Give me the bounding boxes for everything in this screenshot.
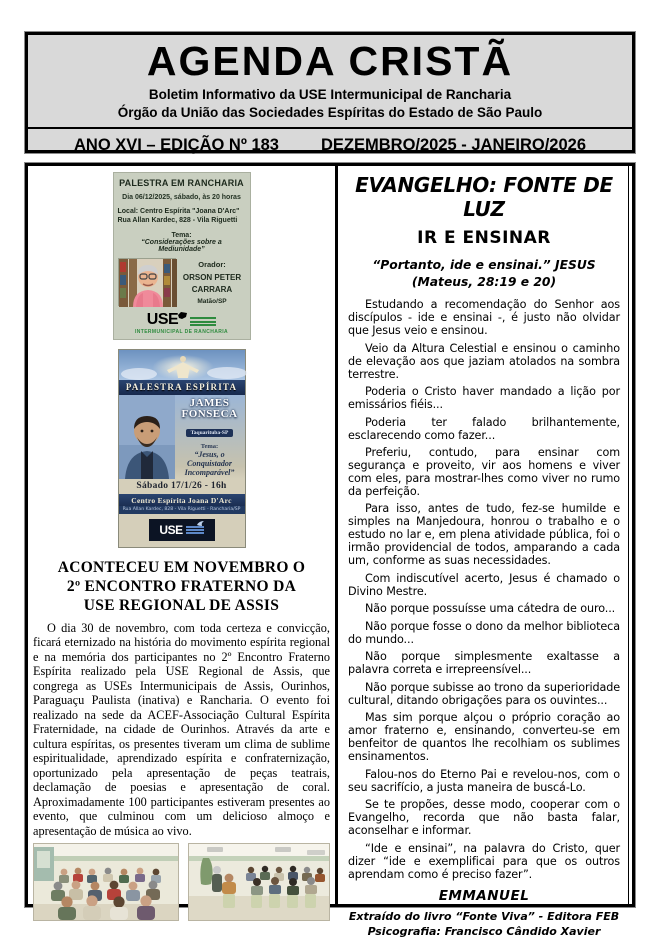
edition-number: ANO XVI – EDIÇÃO Nº 183 xyxy=(73,136,279,155)
gospel-subtitle: IR E ENSINAR xyxy=(417,228,551,248)
gospel-paragraph: Poderia o Cristo haver mandado a lição por emissários fiéis... xyxy=(348,385,620,412)
right-column xyxy=(335,166,632,938)
use-logo-caption: INTERMUNICIPAL DE RANCHARIA xyxy=(134,328,229,335)
poster1-theme-label: Tema: xyxy=(171,231,192,239)
use-logo-acronym: USE xyxy=(146,310,179,328)
gospel-paragraph: Estudando a recomendação do Senhor aos discípulos - ide e ensinai -, é justo não olvidar que Jesus veio e ensinou. xyxy=(348,298,620,338)
dove-icon xyxy=(196,520,205,527)
gospel-quote: “Portanto, ide e ensinai.” JESUS (Mateus, 28:19 e 20) xyxy=(372,258,596,289)
gospel-body xyxy=(348,298,620,880)
gospel-paragraph: Não porque possuísse uma cátedra de ouro... xyxy=(365,602,616,616)
gospel-title: EVANGELHO: FONTE DE LUZ xyxy=(355,173,613,221)
use-logo-lines-dark xyxy=(186,526,204,534)
gospel-paragraph: Não porque fosse o dono da melhor biblioteca do mundo... xyxy=(348,619,620,646)
poster2-speaker-city: Taquarituba-SP xyxy=(186,429,234,437)
main-content xyxy=(25,163,635,938)
event-photo-strip xyxy=(28,843,335,921)
sao-paulo-state-icon xyxy=(177,311,188,320)
speaker-photo-orson xyxy=(118,258,176,306)
poster1-theme: “Considerações sobre a Mediunidade” xyxy=(141,238,222,253)
use-logo-dark: USE xyxy=(149,519,215,541)
poster2-theme-label: Tema: xyxy=(200,442,219,450)
event-photo-1 xyxy=(33,843,179,921)
poster2-theme: “Jesus, o Conquistador Incomparável” xyxy=(184,449,235,478)
newsletter-title: AGENDA CRISTÃ xyxy=(146,38,514,84)
gospel-paragraph: Se te propões, desse modo, cooperar com o Evangelho, recorda que não basta falar, aconselhar e informar. xyxy=(348,798,620,838)
newsletter-subtitle-2: Órgão da União das Sociedades Espíritas do Estado de São Paulo xyxy=(117,104,543,120)
gospel-paragraph: “Ide e ensinai”, na palavra do Cristo, quer dizer “ide e exemplificai para que os outros aprendam como é preciso fazer”. xyxy=(348,841,620,881)
gospel-source: Extraído do livro “Fonte Viva” - Editora FEB Psicografia: Francisco Cândido Xavier xyxy=(348,909,620,938)
use-logo-lines xyxy=(190,317,216,325)
edition-row xyxy=(28,129,632,155)
poster2-address: Rua Allan Kardec, 828 - Vila Riguetti - Rancharia/SP xyxy=(119,506,245,514)
jesus-sky-art xyxy=(119,350,245,380)
poster2-footer xyxy=(119,514,245,547)
gospel-signature: EMMANUEL xyxy=(438,887,530,904)
news-body: O dia 30 de novembro, com toda certeza e convicção, ficará eternizado na história do movimento espírita regional e na memória dos participantes no 2º Encontro Fraterno Espírita realizado pela USE Regional de Assis, que congrega as USEs Intermunicipais de Assis, Ourinhos, Paraguaçu Paulista (inativa) e Rancharia. O evento foi realizado na sede da ACEF-Associação Cultural Espírita Fraternidade, na cidade de Ourinhos. Através da arte e cultura espíritas, os presentes tiveram um clima de sublime espiritualidade, aprendizado espírita e confraternização, oportunizado pela apresentação de peças teatrais, declamação de poesias e apresentação de coral. Aproximadamente 100 participantes estiveram presentes ao evento, que culminou com um delicioso almoço e apresentação de música ao vivo. xyxy=(33,620,330,838)
gospel-paragraph: Veio da Altura Celestial e ensinou o caminho de elevação aos que jaziam atolados na sombra terrestre. xyxy=(348,341,620,381)
poster2-venue: Centro Espírita Joana D'Arc xyxy=(119,494,245,506)
news-title: ACONTECEU EM NOVEMBRO O 2º ENCONTRO FRATERNO DA USE REGIONAL DE ASSIS xyxy=(57,558,306,614)
gospel-paragraph: Com indiscutível acerto, Jesus é chamado o Divino Mestre. xyxy=(348,571,620,598)
poster1-speaker-label: Orador: xyxy=(198,259,226,269)
poster-palestra-rancharia xyxy=(113,172,251,340)
gospel-paragraph: Não porque subisse ao trono da superioridade cultural, ditando obrigações para os ouvintes... xyxy=(348,680,620,707)
poster2-datetime: Sábado 17/1/26 - 16h xyxy=(119,479,245,494)
gospel-paragraph: Mas sim porque alçou o próprio coração ao amor fraterno e, ensinando, converteu-se em benfeitor de quantos lhe recolhiam os sublimes ensinamentos. xyxy=(348,711,620,764)
poster2-speaker-block xyxy=(175,395,245,479)
poster1-speaker-block xyxy=(179,258,246,305)
gospel-paragraph: Para isso, antes de tudo, fez-se humilde e simples na Manjedoura, honrou o trabalho e o estudo no lar e, em plena atividade pública, foi o irmão providencial de todos, amparando a cada um, conforme as suas necessidades. xyxy=(348,502,620,568)
poster1-date: Dia 06/12/2025, sábado, às 20 horas xyxy=(122,194,241,201)
poster1-speaker-name: ORSON PETER CARRARA xyxy=(182,272,242,294)
poster2-speaker-name: JAMES FONSECA xyxy=(181,396,238,421)
left-column xyxy=(28,166,335,904)
gospel-paragraph: Falou-nos do Eterno Pai e revelou-nos, com o seu sacrifício, a justa maneira de buscá-Lo. xyxy=(348,767,620,794)
edition-period: DEZEMBRO/2025 - JANEIRO/2026 xyxy=(321,136,587,155)
gospel-paragraph: Poderia ter falado brilhantemente, esclarecendo como fazer... xyxy=(348,415,620,442)
event-photo-2 xyxy=(188,843,330,921)
poster2-banner: PALESTRA ESPÍRITA xyxy=(119,380,245,395)
gospel-paragraph: Não porque simplesmente exaltasse a palavra correta e irrepreensível... xyxy=(348,650,620,677)
gospel-article xyxy=(338,166,629,938)
poster1-speaker-city: Matão/SP xyxy=(197,297,227,305)
use-logo xyxy=(118,311,246,335)
newsletter-subtitle-1: Boletim Informativo da USE Intermunicipal de Rancharia xyxy=(148,87,512,103)
poster1-venue: Local: Centro Espírita "Joana D'Arc" Rua Allan Kardec, 828 - Vila Riguetti xyxy=(117,208,240,225)
speaker-photo-james xyxy=(119,395,175,479)
poster-palestra-espirita xyxy=(118,349,246,548)
gospel-paragraph: Preferiu, contudo, para ensinar com segurança e proveito, vir aos homens e viver com eles, para mostrar-lhes como viver no rumo da perfeição. xyxy=(348,446,620,498)
poster1-title: PALESTRA EM RANCHARIA xyxy=(119,178,244,188)
masthead xyxy=(25,32,635,153)
